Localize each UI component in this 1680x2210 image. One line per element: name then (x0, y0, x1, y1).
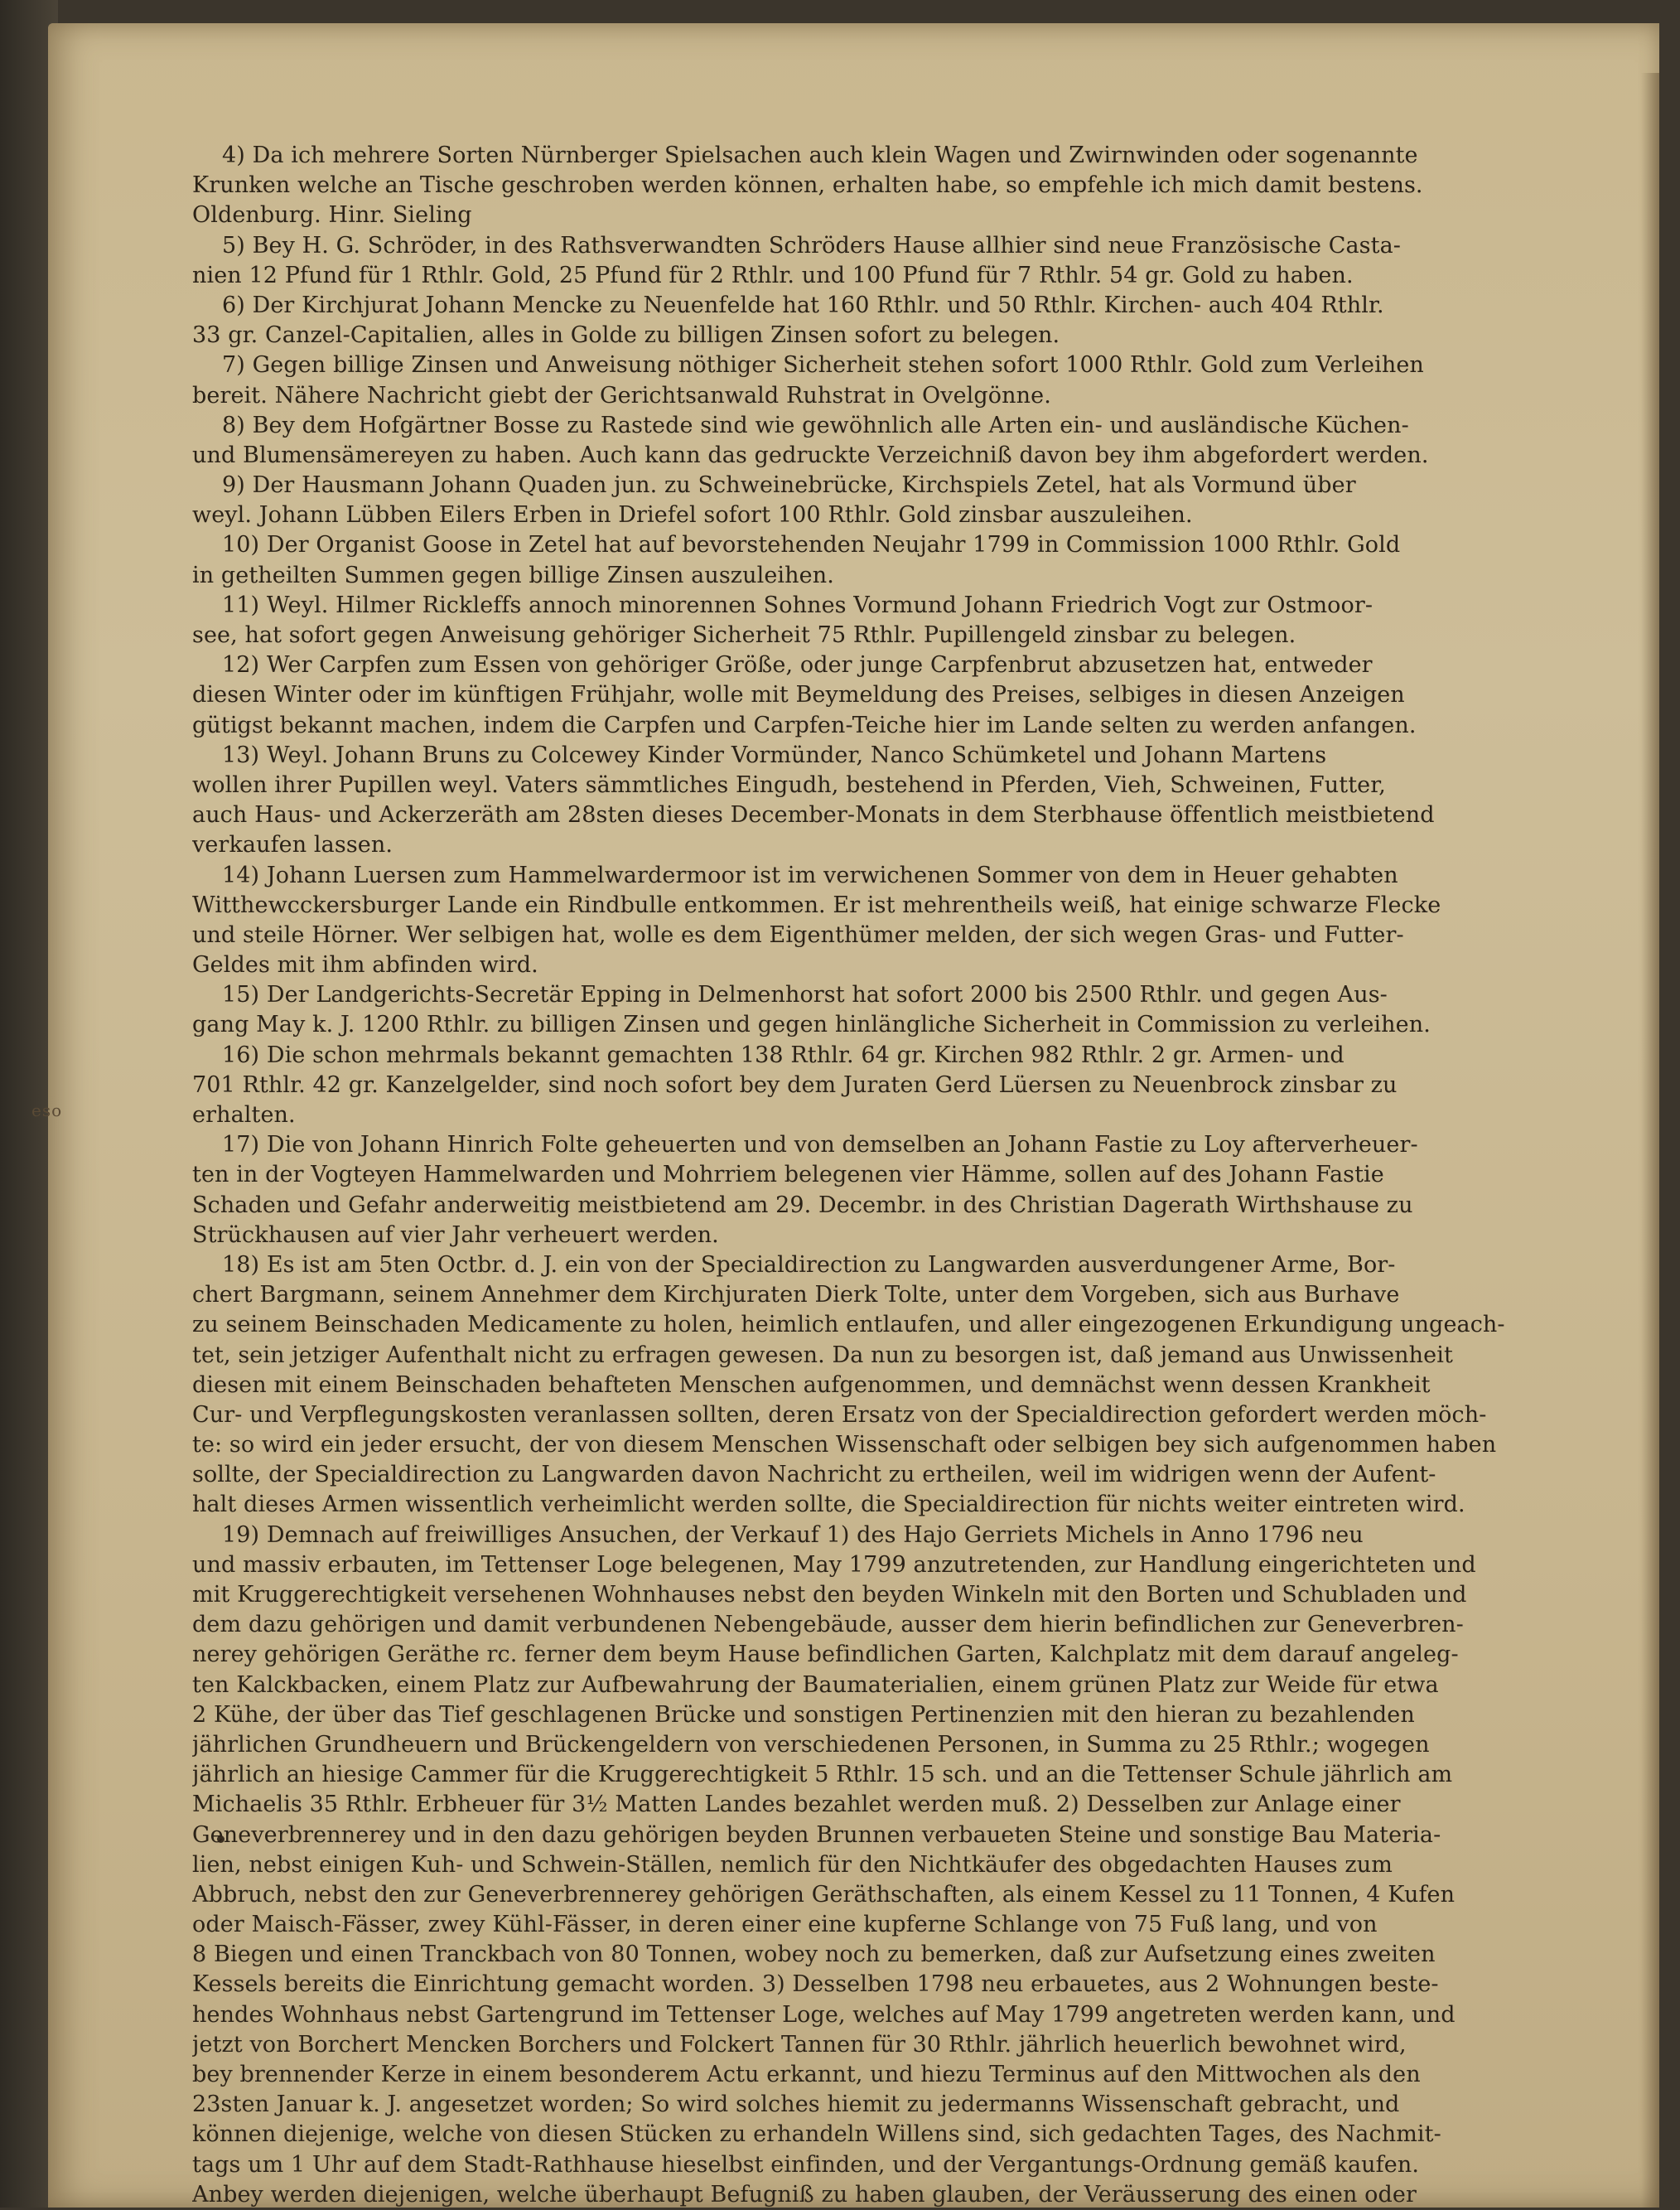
text-line: Witthewcckersburger Lande ein Rindbulle entkommen. Er ist mehrentheils weiß, hat einige schwarze Flecke (192, 892, 1441, 918)
text-line: 23sten Januar k. J. angesetzet worden; So wird solches hiemit zu jedermanns Wissenschaft gebracht, und (192, 2092, 1400, 2118)
text-line: können diejenige, welche von diesen Stücken zu erhandeln Willens sind, sich gedachten Tages, des Nachmit- (192, 2121, 1441, 2148)
text-line: Schaden und Gefahr anderweitig meistbietend am 29. Decembr. in des Christian Dagerath Wirthshause zu (192, 1192, 1413, 1218)
text-line: jetzt von Borchert Mencken Borchers und Folckert Tannen für 30 Rthlr. jährlich heuerlich bewohnet wird, (192, 2031, 1407, 2058)
text-line: auch Haus- und Ackerzeräth am 28sten dieses December-Monats in dem Sterbhause öffentlich meistbietend (192, 802, 1435, 829)
text-line: Anbey werden diejenigen, welche überhaupt Befugniß zu haben glauben, der Veräusserung des einen oder (192, 2181, 1417, 2208)
text-line: mit Kruggerechtigkeit versehenen Wohnhauses nebst den beyden Winkeln mit den Borten und Schubladen und (192, 1582, 1467, 1608)
text-line: und massiv erbauten, im Tettenser Loge belegenen, May 1799 anzutretenden, zur Handlung eingerichteten und (192, 1551, 1476, 1578)
text-line: nerey gehörigen Geräthe rc. ferner dem beym Hause befindlichen Garten, Kalchplatz mit dem darauf angeleg- (192, 1642, 1459, 1668)
text-line: diesen mit einem Beinschaden behafteten Menschen aufgenommen, und demnächst wenn dessen Krankheit (192, 1371, 1431, 1398)
text-line: in getheilten Summen gegen billige Zinsen auszuleihen. (192, 562, 834, 588)
text-line: und steile Hörner. Wer selbigen hat, wolle es dem Eigenthümer melden, der sich wegen Gras- und Futter- (192, 921, 1404, 948)
text-line: 5) Bey H. G. Schröder, in des Rathsverwandten Schröders Hause allhier sind neue Französische Casta- (222, 232, 1401, 259)
text-line: sollte, der Specialdirection zu Langwarden davon Nachricht zu ertheilen, weil im widrigen wenn der Aufent- (192, 1462, 1436, 1488)
margin-note: eso (31, 1100, 63, 1120)
text-line: lien, nebst einigen Kuh- und Schwein-Ställen, nemlich für den Nichtkäufer des obgedachten Hauses zum (192, 1851, 1393, 1878)
text-line: gang May k. J. 1200 Rthlr. zu billigen Zinsen und gegen hinlängliche Sicherheit in Commission zu verleihen. (192, 1012, 1431, 1038)
text-line: Geldes mit ihm abfinden wird. (192, 952, 538, 979)
page-edge-shading (1641, 73, 1659, 2208)
text-line: 6) Der Kirchjurat Johann Mencke zu Neuenfelde hat 160 Rthlr. und 50 Rthlr. Kirchen- auch 404 Rthlr. (222, 292, 1384, 318)
text-line: Cur- und Verpflegungskosten veranlassen sollten, deren Ersatz von der Specialdirection gefordert werden möch- (192, 1401, 1487, 1428)
text-line: te: so wird ein jeder ersucht, der von diesem Menschen Wissenschaft oder selbigen bey sich aufgenommen haben (192, 1432, 1497, 1458)
text-line: bereit. Nähere Nachricht giebt der Gerichtsanwald Ruhstrat in Ovelgönne. (192, 382, 1051, 409)
text-line: 2 Kühe, der über das Tief geschlagenen Brücke und sonstigen Pertinenzien mit den hieran zu bezahlenden (192, 1701, 1415, 1728)
text-line: Kessels bereits die Einrichtung gemacht worden. 3) Desselben 1798 neu erbauetes, aus 2 Wohnungen beste- (192, 1971, 1439, 1998)
text-line: 16) Die schon mehrmals bekannt gemachten 138 Rthlr. 64 gr. Kirchen 982 Rthlr. 2 gr. Armen- und (222, 1042, 1344, 1068)
text-line: gütigst bekannt machen, indem die Carpfen und Carpfen-Teiche hier im Lande selten zu werden anfangen. (192, 712, 1417, 738)
text-line: 14) Johann Luersen zum Hammelwardermoor ist im verwichenen Sommer von dem in Heuer gehabten (222, 862, 1398, 888)
text-line: 4) Da ich mehrere Sorten Nürnberger Spielsachen auch klein Wagen und Zwirnwinden oder sogenannte (222, 143, 1418, 168)
text-line: Strückhausen auf vier Jahr verheuert werden. (192, 1221, 719, 1248)
text-line: tet, sein jetziger Aufenthalt nicht zu erfragen gewesen. Da nun zu besorgen ist, daß jemand aus Unwissenheit (192, 1342, 1453, 1368)
text-line: 11) Weyl. Hilmer Rickleffs annoch minorennen Sohnes Vormund Johann Friedrich Vogt zur Ostmoor- (222, 592, 1373, 618)
text-line: 9) Der Hausmann Johann Quaden jun. zu Schweinebrücke, Kirchspiels Zetel, hat als Vormund über (222, 472, 1356, 499)
text-line: wollen ihrer Pupillen weyl. Vaters sämmtliches Eingudh, bestehend in Pferden, Vieh, Schweinen, Futter, (192, 771, 1386, 798)
text-line: halt dieses Armen wissentlich verheimlicht werden sollte, die Specialdirection für nichts weiter eintreten wird. (192, 1492, 1465, 1518)
text-line: 17) Die von Johann Hinrich Folte geheuerten und von demselben an Johann Fastie zu Loy afterverheuer- (222, 1132, 1418, 1158)
text-line: ten in der Vogteyen Hammelwarden und Mohrriem belegenen vier Hämme, sollen auf des Johann Fastie (192, 1162, 1384, 1188)
document-text-block (192, 141, 1634, 2210)
text-line: 8) Bey dem Hofgärtner Bosse zu Rastede sind wie gewöhnlich alle Arten ein- und ausländische Küchen- (222, 412, 1409, 438)
text-line: 701 Rthlr. 42 gr. Kanzelgelder, sind noch sofort bey dem Juraten Gerd Lüersen zu Neuenbrock zinsbar zu (192, 1071, 1398, 1098)
text-line: 15) Der Landgerichts-Secretär Epping in Delmenhorst hat sofort 2000 bis 2500 Rthlr. und gegen Aus- (222, 982, 1388, 1008)
text-line: Abbruch, nebst den zur Geneverbrennerey gehörigen Geräthschaften, als einem Kessel zu 11 Tonnen, 4 Kufen (192, 1881, 1456, 1908)
text-line: jährlichen Grundheuern und Brückengeldern von verschiedenen Personen, in Summa zu 25 Rthlr.; wogegen (192, 1731, 1430, 1758)
text-line: verkaufen lassen. (192, 832, 393, 858)
text-line: Michaelis 35 Rthlr. Erbheuer für 3½ Matten Landes bezahlet werden muß. 2) Desselben zur Anlage einer (192, 1792, 1401, 1818)
text-line: 19) Demnach auf freiwilliges Ansuchen, der Verkauf 1) des Hajo Gerriets Michels in Anno 1796 neu (222, 1521, 1364, 1548)
text-line: diesen Winter oder im künftigen Frühjahr, wolle mit Beymeldung des Preises, selbiges in diesen Anzeigen (192, 682, 1405, 708)
text-line: bey brennender Kerze in einem besonderem Actu erkannt, und hiezu Terminus auf den Mittwochen als den (192, 2062, 1421, 2087)
text-line: 33 gr. Canzel-Capitalien, alles in Golde zu billigen Zinsen sofort zu belegen. (192, 322, 1060, 349)
text-line: zu seinem Beinschaden Medicamente zu holen, heimlich entlaufen, und aller eingezogenen Erkundigung ungeach- (192, 1312, 1505, 1338)
text-line: oder Maisch-Fässer, zwey Kühl-Fässer, in deren einer eine kupferne Schlange von 75 Fuß lang, und von (192, 1912, 1378, 1938)
text-line: nien 12 Pfund für 1 Rthlr. Gold, 25 Pfund für 2 Rthlr. und 100 Pfund für 7 Rthlr. 54 gr. Gold zu haben. (192, 262, 1354, 288)
text-line: erhalten. (192, 1102, 296, 1128)
text-line: 12) Wer Carpfen zum Essen von gehöriger Größe, oder junge Carpfenbrut abzusetzen hat, entweder (222, 652, 1373, 679)
text-line: Krunken welche an Tische geschroben werden können, erhalten habe, so empfehle ich mich damit bestens. (192, 172, 1423, 199)
text-line: chert Bargmann, seinem Annehmer dem Kirchjuraten Dierk Tolte, unter dem Vorgeben, sich aus Burhave (192, 1282, 1400, 1308)
text-line: ten Kalckbacken, einem Platz zur Aufbewahrung der Baumaterialien, einem grünen Platz zur Weide für etwa (192, 1671, 1439, 1698)
text-line: 13) Weyl. Johann Bruns zu Colcewey Kinder Vormünder, Nanco Schümketel und Johann Martens (222, 742, 1327, 768)
text-line: 18) Es ist am 5ten Octbr. d. J. ein von der Specialdirection zu Langwarden ausverdungener Arme, Bor- (222, 1251, 1396, 1278)
text-line: Oldenburg. Hinr. Sieling (192, 202, 472, 229)
text-line: und Blumensämereyen zu haben. Auch kann das gedruckte Verzeichniß davon bey ihm abgefordert werden. (192, 442, 1429, 468)
text-line: 7) Gegen billige Zinsen und Anweisung nöthiger Sicherheit stehen sofort 1000 Rthlr. Gold zum Verleihen (222, 352, 1424, 379)
text-line: see, hat sofort gegen Anweisung gehöriger Sicherheit 75 Rthlr. Pupillengeld zinsbar zu belegen. (192, 622, 1296, 648)
text-line: 10) Der Organist Goose in Zetel hat auf bevorstehenden Neujahr 1799 in Commission 1000 Rthlr. Gold (222, 532, 1401, 559)
text-line: Geneverbrennerey und in den dazu gehörigen beyden Brunnen verbaueten Steine und sonstige Bau Materia- (192, 1821, 1441, 1848)
text-line: hendes Wohnhaus nebst Gartengrund im Tettenser Loge, welches auf May 1799 angetreten werden kann, und (192, 2001, 1456, 2028)
text-line: dem dazu gehörigen und damit verbundenen Nebengebäude, ausser dem hierin befindlichen zur Geneverbren- (192, 1612, 1464, 1638)
text-line: 8 Biegen und einen Tranckbach von 80 Tonnen, wobey noch zu bemerken, daß zur Aufsetzung eines zweiten (192, 1942, 1436, 1968)
text-line: weyl. Johann Lübben Eilers Erben in Driefel sofort 100 Rthlr. Gold zinsbar auszuleihen. (192, 502, 1193, 529)
text-line: tags um 1 Uhr auf dem Stadt-Rathhause hieselbst einfinden, und der Vergantungs-Ordnung gemäß kaufen. (192, 2151, 1419, 2178)
text-line: jährlich an hiesige Cammer für die Kruggerechtigkeit 5 Rthlr. 15 sch. und an die Tettenser Schule jährlich am (192, 1762, 1453, 1788)
